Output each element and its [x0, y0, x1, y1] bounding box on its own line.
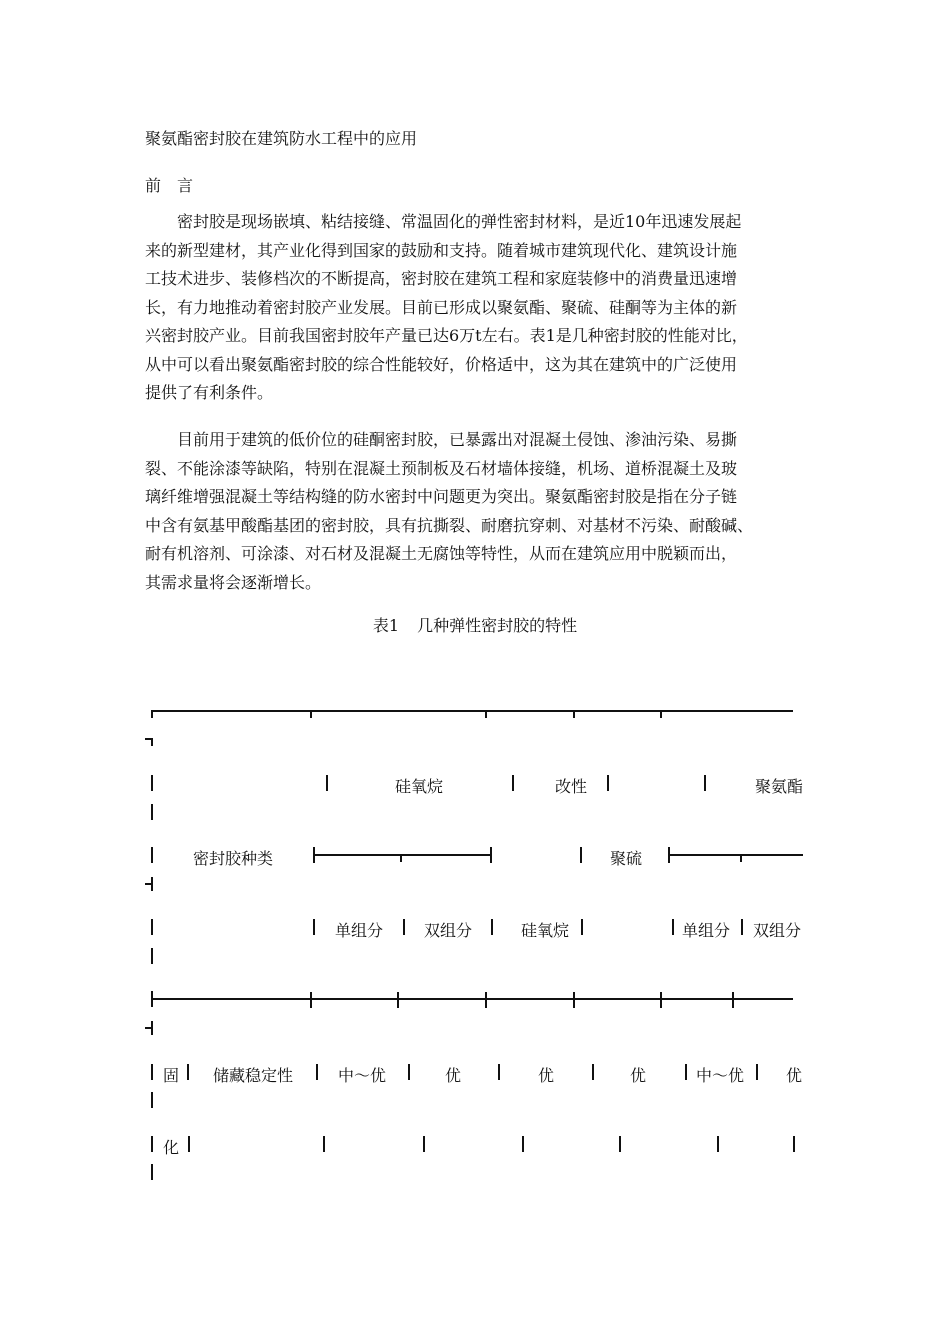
rule-tick: [660, 710, 662, 718]
row-property-storage-stability: 储藏稳定性: [212, 1066, 294, 1085]
rule-corner: [151, 738, 153, 746]
cell-border: [151, 1064, 153, 1080]
header-si-double: 双组分: [752, 921, 802, 940]
rule-tick: [732, 992, 734, 1008]
cell-border: [313, 919, 315, 935]
cell-border: [326, 775, 328, 791]
rule-tick: [310, 710, 312, 718]
header-si-single: 单组分: [681, 921, 731, 940]
heading-char-1: 前: [145, 176, 162, 195]
value-modified-silane: 优: [537, 1066, 555, 1085]
cell-border: [512, 775, 514, 791]
rule-tick: [573, 992, 575, 1008]
paragraph-line: 来的新型建材，其产业化得到国家的鼓励和支持。随着城市建筑现代化、建筑设计施: [145, 240, 738, 260]
rule-corner: [151, 877, 153, 891]
subheader-rule: [313, 854, 491, 856]
paragraph-line: 长，有力地推动着密封胶产业发展。目前已形成以聚氨酯、聚硫、硅酮等为主体的新: [145, 297, 738, 317]
value-si-single: 中～优: [695, 1066, 745, 1085]
rule-tick: [485, 992, 487, 1008]
cell-border: [793, 1136, 795, 1152]
paragraph-line: 其需求量将会逐渐增长。: [145, 572, 322, 592]
header-pu-single: 单组分: [334, 921, 384, 940]
rule-tick: [485, 710, 487, 718]
table-caption-text: 几种弹性密封胶的特性: [417, 616, 578, 635]
cell-border: [151, 775, 153, 791]
header-sealant-type: 密封胶种类: [192, 849, 274, 868]
cell-border: [741, 919, 743, 935]
cell-border: [717, 1136, 719, 1152]
cell-border: [685, 1064, 687, 1080]
header-silane: 硅氧烷: [394, 777, 444, 796]
header-modified-silane: 硅氧烷: [520, 921, 570, 940]
rule-tick: [397, 992, 399, 1008]
cell-border: [403, 919, 405, 935]
cell-border: [151, 919, 153, 935]
cell-border: [619, 1136, 621, 1152]
cell-border: [490, 847, 492, 863]
cell-border: [151, 1092, 153, 1108]
rule-tick: [151, 991, 153, 1007]
cell-border: [151, 804, 153, 820]
paragraph-line: 工技术进步、装修档次的不断提高，密封胶在建筑工程和家庭装修中的消费量迅速增: [145, 269, 738, 288]
header-polysulfide: 聚硫: [609, 849, 643, 868]
cell-border: [151, 847, 153, 863]
paragraph-line: 裂、不能涂漆等缺陷，特别在混凝土预制板及石材墙体接缝，机场、道桥混凝土及玻: [145, 458, 738, 478]
header-pu-double: 双组分: [423, 921, 473, 940]
paragraph-line: 璃纤维增强混凝土等结构缝的防水密封中问题更为突出。聚氨酯密封胶是指在分子链: [145, 487, 738, 506]
rule-tick: [310, 992, 312, 1008]
heading-char-2: 言: [177, 176, 194, 195]
cell-border: [672, 919, 674, 935]
paragraph-line: 从中可以看出聚氨酯密封胶的综合性能较好，价格适中，这为其在建筑中的广泛使用: [145, 354, 738, 374]
subheader-rule: [668, 854, 803, 856]
rule-tick: [151, 710, 153, 718]
rule-tick: [573, 710, 575, 718]
value-pu-single: 中～优: [337, 1066, 387, 1085]
paragraph-line: 提供了有利条件。: [145, 383, 274, 402]
table-caption-number: 表1: [372, 616, 400, 635]
cell-border: [592, 1064, 594, 1080]
cell-border: [580, 847, 582, 863]
cell-border: [316, 1064, 318, 1080]
cell-border: [151, 1136, 153, 1152]
cell-border: [581, 919, 583, 935]
cell-border: [498, 1064, 500, 1080]
cell-border: [756, 1064, 758, 1080]
rule-tick: [740, 854, 742, 862]
cell-border: [188, 1136, 190, 1152]
document-title: 聚氨酯密封胶在建筑防水工程中的应用: [145, 129, 418, 148]
value-si-double: 优: [785, 1066, 803, 1085]
cell-border: [151, 948, 153, 964]
cell-border: [151, 1164, 153, 1180]
header-polyurethane: 聚氨酯: [754, 777, 804, 796]
cell-border: [607, 775, 609, 791]
header-modified: 改性: [554, 777, 588, 796]
rule-tick: [660, 992, 662, 1008]
cell-border: [423, 1136, 425, 1152]
paragraph-line: 目前用于建筑的低价位的硅酮密封胶，已暴露出对混凝土侵蚀、渗油污染、易撕: [177, 430, 738, 449]
rule-corner: [151, 1021, 153, 1035]
table-middle-rule: [151, 998, 793, 1000]
table-top-rule: [151, 710, 793, 712]
value-polysulfide: 优: [629, 1066, 647, 1085]
row-group-label: 化: [162, 1138, 180, 1157]
rule-tick: [400, 854, 402, 862]
cell-border: [187, 1064, 189, 1080]
value-pu-double: 优: [444, 1066, 462, 1085]
paragraph-line: 兴密封胶产业。目前我国密封胶年产量已达6万t左右。表1是几种密封胶的性能对比，: [145, 326, 748, 345]
cell-border: [491, 919, 493, 935]
cell-border: [704, 775, 706, 791]
cell-border: [323, 1136, 325, 1152]
cell-border: [522, 1136, 524, 1152]
cell-border: [408, 1064, 410, 1080]
row-group-label: 固: [162, 1066, 180, 1085]
paragraph-line: 中含有氨基甲酸酯基团的密封胶，具有抗撕裂、耐磨抗穿刺、对基材不污染、耐酸碱、: [145, 515, 754, 535]
paragraph-line: 密封胶是现场嵌填、粘结接缝、常温固化的弹性密封材料，是近10年迅速发展起: [177, 212, 742, 231]
paragraph-line: 耐有机溶剂、可涂漆、对石材及混凝土无腐蚀等特性，从而在建筑应用中脱颖而出，: [145, 544, 738, 563]
